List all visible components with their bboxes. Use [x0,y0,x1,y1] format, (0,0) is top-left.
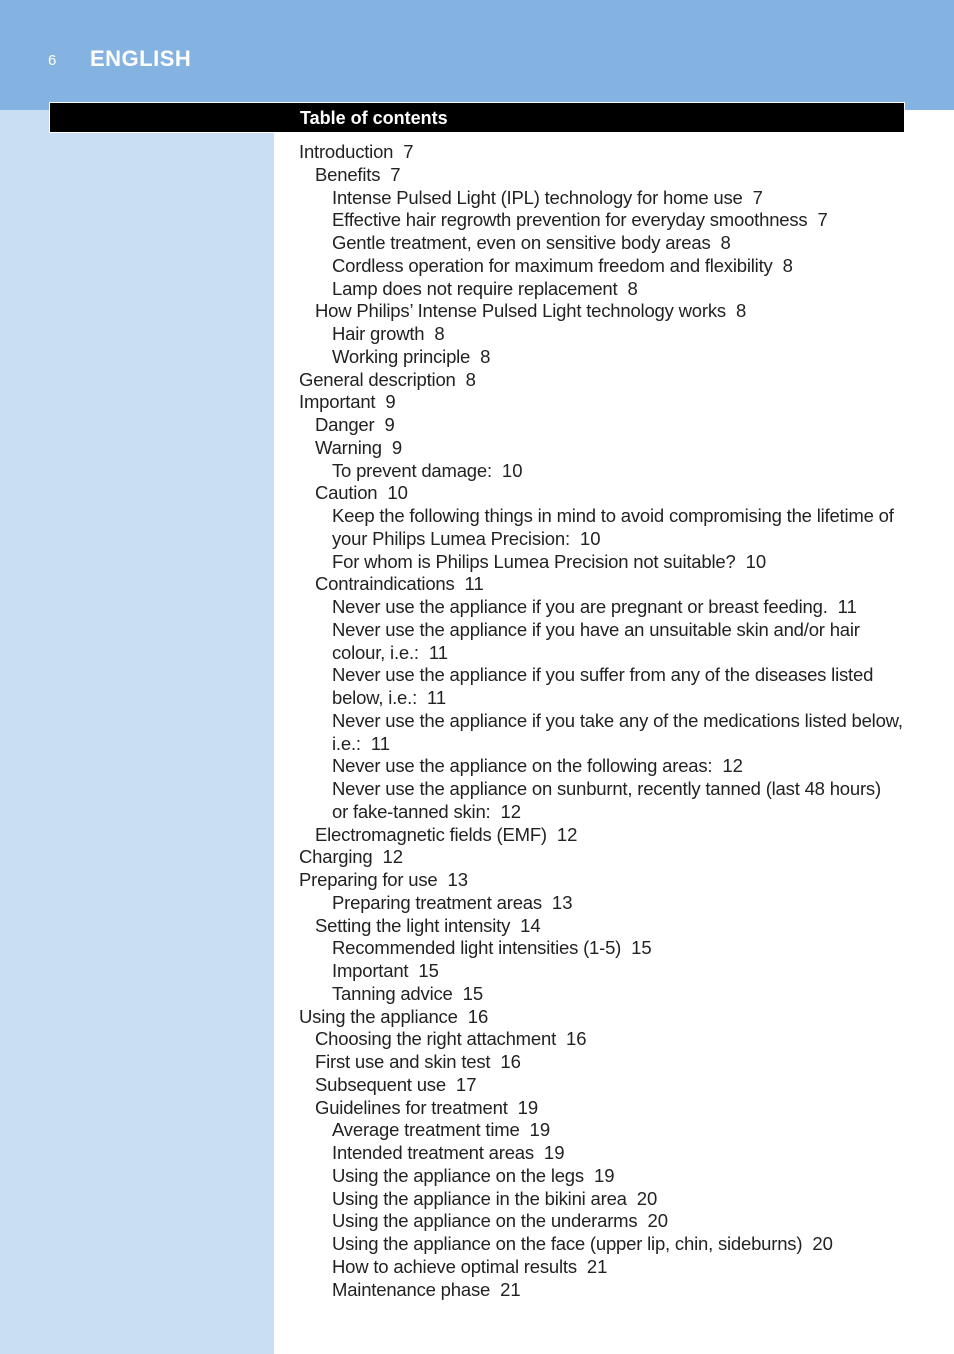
toc-entry-page: 10 [579,527,601,549]
toc-entry-page: 12 [500,800,522,822]
toc-entry-page: 14 [520,914,541,936]
toc-entry-page: 21 [500,1278,521,1300]
toc-entry[interactable] [299,1074,911,1097]
toc-entry[interactable] [299,937,911,960]
toc-entry-text: Effective hair regrowth prevention for everyday smoothness [332,209,808,231]
toc-entry-page: 21 [586,1255,608,1277]
toc-entry[interactable] [299,232,911,255]
toc-entry-text: Intended treatment areas [332,1142,534,1163]
toc-entry-text: i.e.: [332,732,361,754]
toc-entry-page: 7 [403,141,414,162]
toc-entry-page: 19 [529,1119,551,1141]
toc-entry[interactable] [299,983,911,1006]
toc-entry-text: Tanning advice [332,982,453,1004]
toc-entry-page: 12 [722,755,743,777]
toc-entry-text: or fake-tanned skin: [332,800,491,822]
toc-list [299,141,911,1301]
toc-entry-text: Using the appliance in the bikini area [332,1187,627,1209]
toc-entry[interactable] [299,141,911,164]
toc-entry-page: 8 [735,300,747,322]
toc-entry-text: Using the appliance on the legs [332,1164,584,1186]
toc-entry[interactable] [299,278,911,301]
toc-entry-page: 20 [647,1210,669,1232]
toc-heading-bar [49,102,905,133]
toc-entry[interactable] [299,482,911,505]
toc-entry-page: 13 [551,891,573,913]
toc-entry-page: 16 [500,1051,521,1072]
toc-entry-text: Lamp does not require replacement [332,277,618,299]
toc-entry-text: How Philips’ Intense Pulsed Light technology works [315,300,726,322]
toc-entry[interactable] [299,892,911,915]
toc-entry-text: Keep the following things in mind to avoid compromising the lifetime of [332,505,894,526]
toc-entry-page: 12 [556,823,578,845]
toc-entry-text: Subsequent use [315,1073,446,1095]
toc-entry[interactable] [299,1256,911,1279]
toc-entry[interactable] [299,1051,911,1074]
toc-entry-page: 16 [566,1028,587,1050]
toc-entry-page: 8 [465,368,476,390]
toc-entry-page: 17 [455,1073,477,1095]
toc-entry-page: 11 [427,687,447,708]
toc-entry[interactable] [299,869,911,892]
toc-entry[interactable] [299,1210,911,1233]
toc-entry-text: Preparing treatment areas [332,891,542,913]
toc-entry-page: 8 [782,254,793,276]
toc-entry[interactable] [299,391,911,414]
toc-entry-page: 20 [812,1233,833,1254]
toc-entry[interactable] [299,1279,911,1302]
toc-entry-page: 19 [593,1164,615,1186]
toc-entry[interactable] [299,1097,911,1120]
toc-entry-page: 11 [428,641,449,663]
toc-entry-text: Preparing for use [299,869,438,890]
toc-entry-page: 7 [390,163,401,185]
toc-entry[interactable] [299,1142,911,1165]
toc-entry-text: your Philips Lumea Precision: [332,527,570,549]
toc-entry-page: 11 [464,573,484,595]
toc-entry[interactable] [299,619,911,642]
toc-entry-text: Warning [315,436,382,458]
page-number: 6 [48,52,57,69]
toc-entry-page: 10 [387,482,408,504]
toc-entry[interactable] [299,300,911,323]
toc-entry-text: First use and skin test [315,1051,491,1072]
toc-entry-text: Maintenance phase [332,1278,491,1300]
toc-entry[interactable] [299,255,911,278]
toc-entry-text: Using the appliance on the underarms [332,1210,638,1232]
toc-entry-page: 12 [382,846,404,868]
toc-entry-page: 9 [391,436,403,458]
toc-entry[interactable] [299,687,911,710]
toc-entry-text: below, i.e.: [332,687,418,708]
toc-entry-page: 19 [543,1142,565,1163]
toc-entry[interactable] [299,505,911,528]
toc-entry-text: Electromagnetic fields (EMF) [315,823,547,845]
toc-entry-text: Hair growth [332,323,425,344]
toc-entry-page: 15 [462,982,484,1004]
toc-entry-page: 9 [384,414,395,435]
left-margin-panel [0,110,274,1354]
toc-entry[interactable] [299,1119,911,1142]
toc-entry[interactable] [299,164,911,187]
toc-entry[interactable] [299,528,911,551]
toc-entry[interactable] [299,551,911,574]
toc-entry-page: 8 [480,345,491,367]
toc-entry-text: Charging [299,846,373,868]
toc-entry[interactable] [299,642,911,665]
toc-entry-text: Caution [315,482,378,504]
toc-entry[interactable] [299,778,911,801]
toc-entry[interactable] [299,1165,911,1188]
toc-entry-text: Never use the appliance if you have an unsuitable skin and/or hair [332,618,860,640]
toc-entry-text: Gentle treatment, even on sensitive body areas [332,232,711,253]
toc-entry[interactable] [299,596,911,619]
toc-entry[interactable] [299,755,911,778]
toc-entry-page: 8 [720,232,731,253]
toc-entry-text: Cordless operation for maximum freedom and flexibility [332,254,773,276]
toc-entry-text: Important [299,391,376,413]
toc-entry-page: 16 [467,1005,489,1027]
toc-entry-text: Recommended light intensities (1-5) [332,937,622,959]
toc-entry-page: 8 [627,277,638,299]
toc-entry[interactable] [299,573,911,596]
toc-entry-text: Guidelines for treatment [315,1096,508,1118]
toc-entry-text: Intense Pulsed Light (IPL) technology for home use [332,186,743,208]
toc-entry-text: Important [332,960,409,981]
toc-entry-text: Never use the appliance if you suffer from any of the diseases listed [332,664,874,686]
toc-entry-text: Working principle [332,345,471,367]
toc-title: Table of contents [300,108,448,128]
toc-entry[interactable] [299,733,911,756]
toc-entry-text: Never use the appliance if you take any of the medications listed below, [332,709,903,731]
toc-entry-text: Never use the appliance on sunburnt, recently tanned (last 48 hours) [332,778,881,799]
toc-entry[interactable] [299,1188,911,1211]
toc-entry-text: Setting the light intensity [315,914,511,936]
toc-entry-text: How to achieve optimal results [332,1255,577,1277]
toc-entry[interactable] [299,1233,911,1256]
toc-entry-text: Danger [315,414,375,435]
toc-entry[interactable] [299,960,911,983]
toc-entry[interactable] [299,414,911,437]
toc-entry[interactable] [299,664,911,687]
toc-entry-text: To prevent damage: [332,459,492,481]
toc-entry[interactable] [299,846,911,869]
toc-entry-page: 19 [517,1096,539,1118]
toc-entry-page: 13 [447,869,469,890]
toc-entry[interactable] [299,710,911,733]
toc-entry-page: 15 [418,960,439,981]
toc-entry-text: Choosing the right attachment [315,1028,557,1050]
page-header [0,0,954,110]
toc-entry-text: Average treatment time [332,1119,520,1141]
toc-entry-page: 7 [817,209,828,231]
toc-entry[interactable] [299,346,911,369]
toc-entry-text: colour, i.e.: [332,641,419,663]
toc-entry[interactable] [299,369,911,392]
toc-entry[interactable] [299,460,911,483]
toc-entry-page: 9 [385,391,396,413]
toc-entry-page: 10 [501,459,523,481]
toc-entry[interactable] [299,801,911,824]
toc-entry-page: 11 [370,732,391,754]
toc-entry-page: 20 [636,1187,658,1209]
toc-entry-page: 15 [631,937,652,959]
toc-entry[interactable] [299,323,911,346]
toc-entry-text: General description [299,368,456,390]
toc-entry-text: Benefits [315,163,381,185]
language-title: ENGLISH [90,46,192,71]
toc-entry-text: Never use the appliance if you are pregnant or breast feeding. [332,596,828,617]
toc-entry[interactable] [299,824,911,847]
toc-entry-text: Introduction [299,141,394,162]
toc-entry[interactable] [299,1006,911,1029]
toc-entry-page: 7 [752,186,763,208]
toc-entry[interactable] [299,437,911,460]
toc-entry-text: Contraindications [315,573,455,595]
toc-entry[interactable] [299,187,911,210]
toc-entry-text: For whom is Philips Lumea Precision not suitable? [332,550,736,572]
toc-entry-page: 8 [434,323,445,344]
toc-entry-page: 10 [745,550,767,572]
toc-entry[interactable] [299,915,911,938]
toc-entry[interactable] [299,1028,911,1051]
toc-entry[interactable] [299,209,911,232]
toc-entry-page: 11 [837,596,857,617]
toc-entry-text: Never use the appliance on the following areas: [332,755,713,777]
toc-entry-text: Using the appliance [299,1005,458,1027]
toc-entry-text: Using the appliance on the face (upper lip, chin, sideburns) [332,1233,803,1254]
